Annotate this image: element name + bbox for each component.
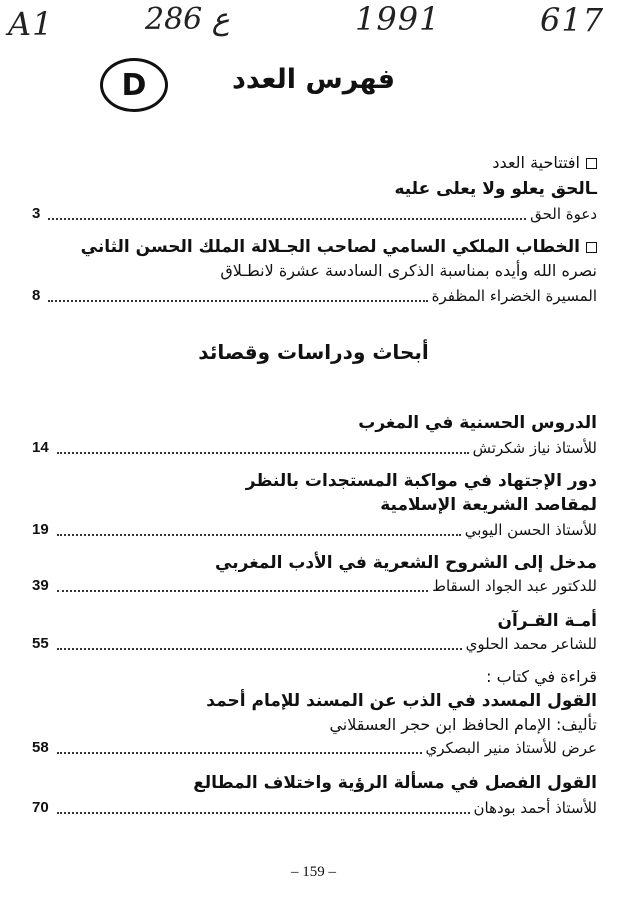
dotted-leader: [57, 752, 422, 754]
article-title-line-2: لمقاصد الشريعة الإسلامية: [380, 495, 597, 515]
article-page-number: 55: [32, 635, 49, 652]
section-heading: أبحاث ودراسات وقصائد: [198, 340, 429, 364]
speech-line-3: المسيرة الخضراء المظفرة: [431, 287, 597, 305]
article-title: القول الفصل في مسألة الرؤية واختلاف المطالع: [193, 773, 597, 793]
dotted-leader: [48, 300, 427, 302]
handwritten-mark-right: 617: [540, 1, 605, 39]
article-page-number: 19: [32, 521, 49, 538]
dotted-leader: [57, 452, 469, 454]
article-entry: [32, 798, 597, 818]
opening-author: دعوة الحق: [530, 205, 597, 223]
article-entry: [32, 520, 597, 540]
opening-label-text: افتتاحية العدد: [492, 153, 580, 172]
dotted-leader: [57, 590, 428, 592]
reading-label: قراءة في كتاب :: [486, 667, 597, 686]
speech-line-2: نصره الله وأيده بمناسبة الذكرى السادسة عشرة لانطـلاق: [220, 261, 597, 280]
article-entry: [32, 634, 597, 654]
page-title: فهرس العدد: [231, 64, 396, 95]
reading-entry: [32, 738, 597, 758]
handwritten-mark-left: A1: [8, 5, 54, 43]
reading-reviewer: عرض للأستاذ منير البصكري: [425, 739, 597, 757]
article-title: أمـة القـرآن: [497, 611, 597, 631]
dotted-leader: [57, 648, 462, 650]
dotted-leader: [57, 534, 461, 536]
speech-entry: [32, 286, 597, 306]
handwritten-mark-mid2: 1991: [355, 0, 441, 38]
article-page-number: 39: [32, 577, 49, 594]
page-number-footer: – 159 –: [291, 864, 336, 880]
opening-page-number: 3: [32, 205, 41, 222]
checkbox-square-icon: [586, 242, 597, 253]
stamp-letter: D: [121, 67, 147, 103]
speech-line-1: [81, 236, 597, 258]
dotted-leader: [57, 812, 470, 814]
dotted-leader: [48, 218, 526, 220]
article-title: مدخل إلى الشروح الشعرية في الأدب المغربي: [215, 553, 597, 573]
article-page-number: 70: [32, 799, 49, 816]
reading-page-number: 58: [32, 739, 49, 756]
reading-book-title: القول المسدد في الذب عن المسند للإمام أحمد: [206, 691, 597, 711]
article-author: للدكتور عبد الجواد السقاط: [432, 577, 597, 595]
speech-line-1-text: الخطاب الملكي السامي لصاحب الجـلالة الملك الحسن الثاني: [80, 237, 580, 257]
speech-page-number: 8: [32, 287, 41, 304]
handwritten-mark-mid1: 286 ع: [145, 2, 230, 37]
article-author: للأستاذ نياز شكرتش: [472, 439, 597, 457]
opening-headline: ـالحق يعلو ولا يعلى عليه: [394, 179, 597, 199]
article-entry: [32, 438, 597, 458]
article-title: الدروس الحسنية في المغرب: [358, 413, 597, 433]
article-author: للأستاذ الحسن اليوبي: [464, 521, 597, 539]
opening-section-label: [492, 152, 597, 174]
checkbox-square-icon: [586, 158, 597, 169]
article-page-number: 14: [32, 439, 49, 456]
article-author: للشاعر محمد الحلوي: [465, 635, 597, 653]
article-entry: [32, 576, 597, 596]
reading-author: تأليف: الإمام الحافظ ابن حجر العسقلاني: [329, 715, 597, 734]
opening-entry: [32, 204, 597, 224]
article-title: دور الإجتهاد في مواكبة المستجدات بالنظر: [245, 471, 597, 491]
article-author: للأستاذ أحمد بودهان: [473, 799, 597, 817]
